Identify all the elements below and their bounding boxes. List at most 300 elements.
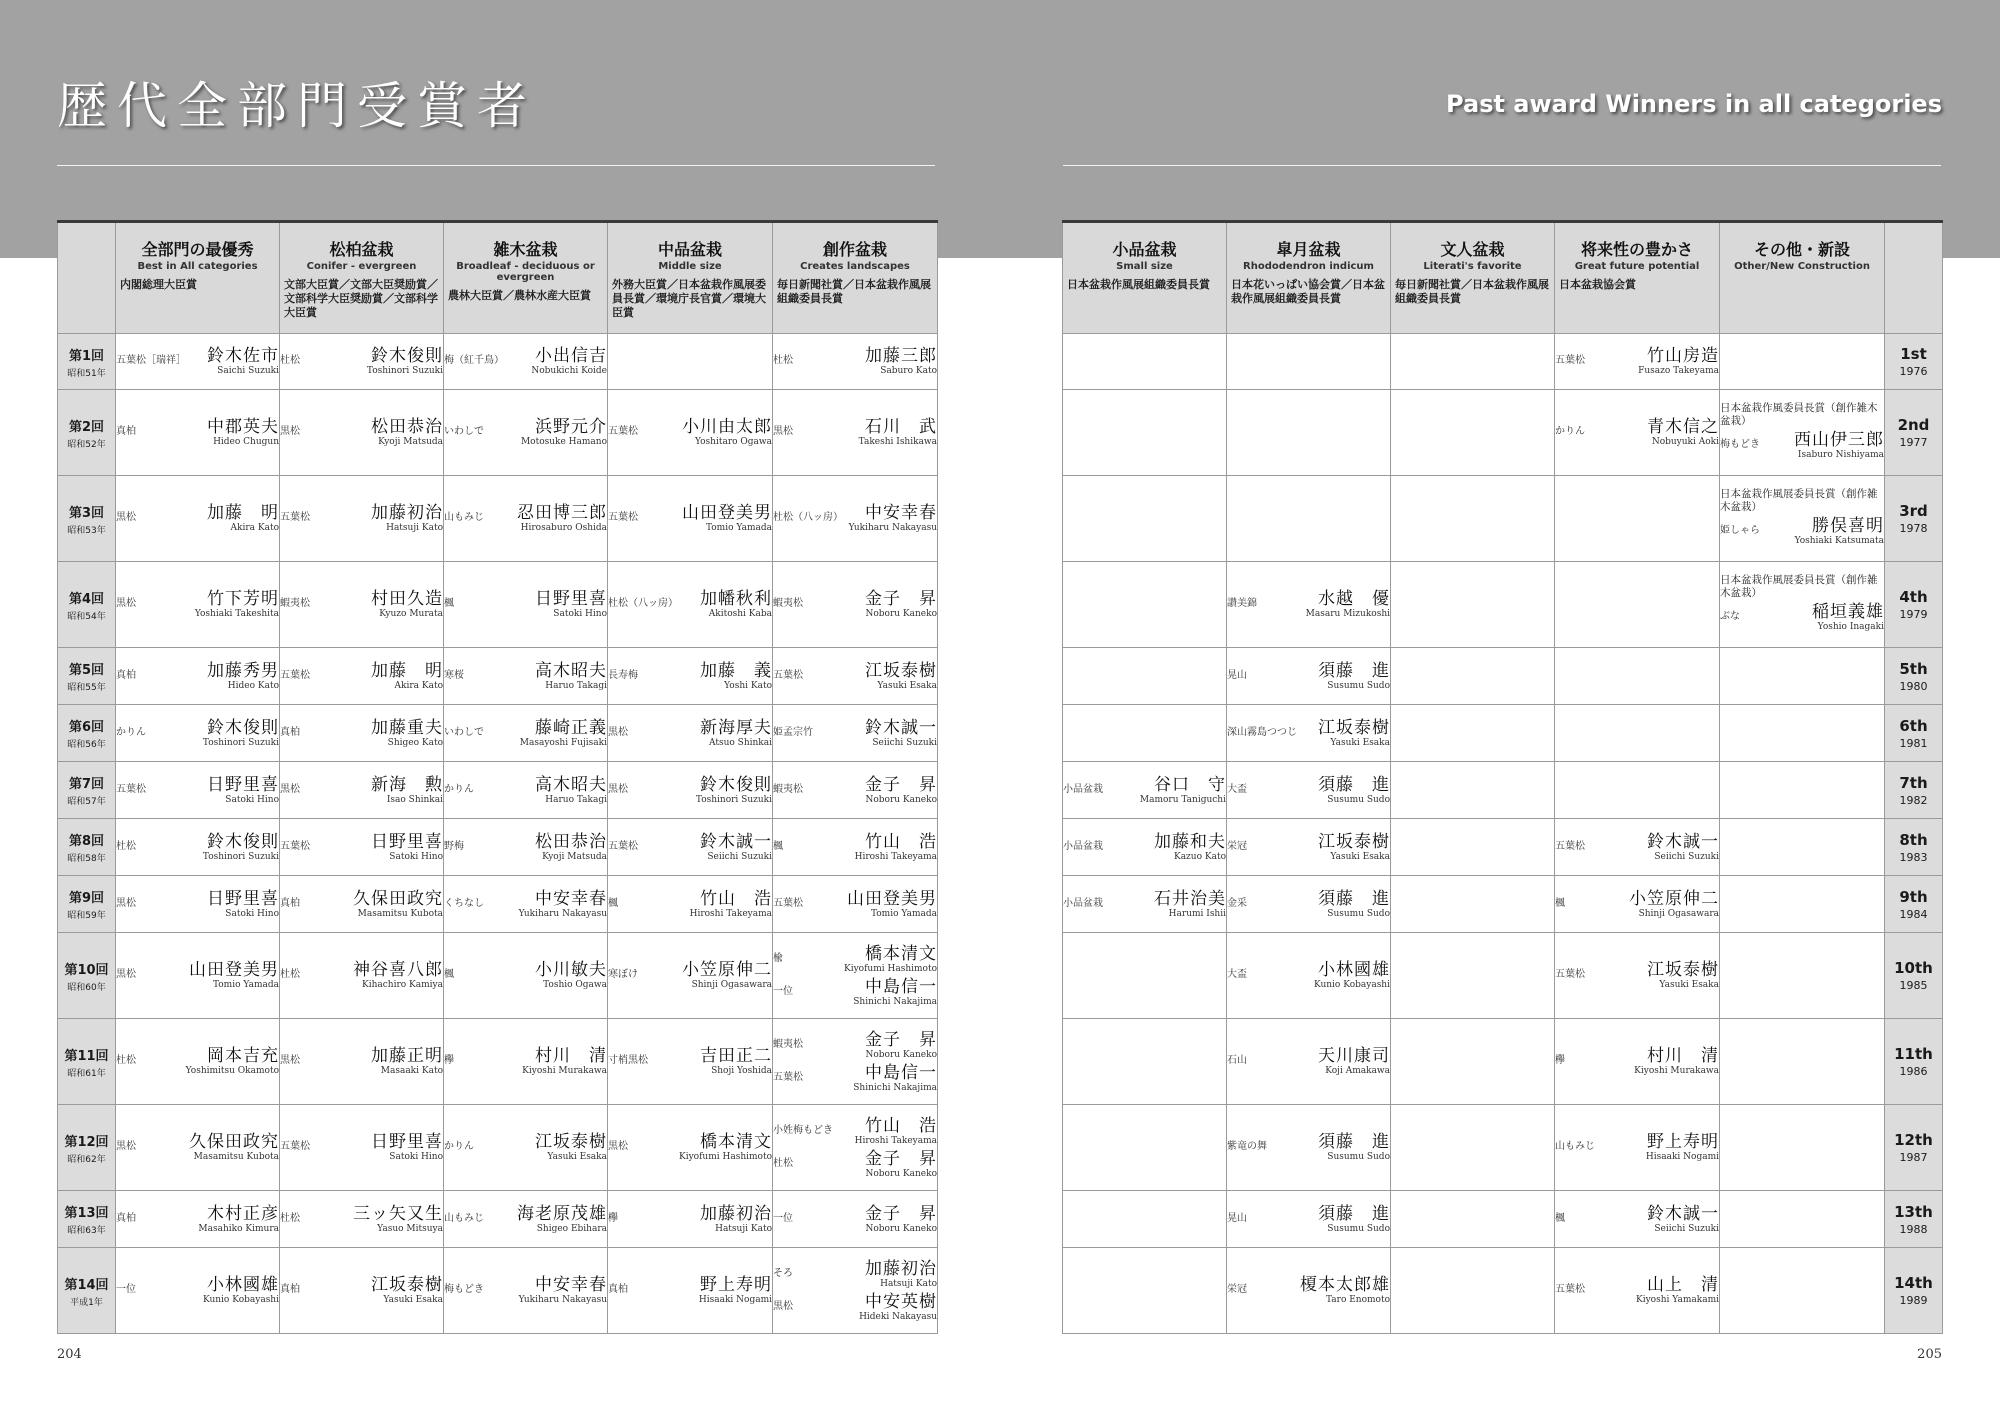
award-cell: [280, 1191, 444, 1248]
winner: [136, 1132, 279, 1163]
winner-name-jp: 久保田政究: [353, 888, 443, 909]
winner: [146, 718, 279, 749]
winner-entry: [608, 718, 772, 749]
page-title-en: Past award Winners in all categories: [1446, 90, 1942, 118]
winner: [136, 661, 279, 692]
winner: [618, 1204, 772, 1235]
winner-name-en: Kiyoshi Murakawa: [1634, 1066, 1719, 1076]
winner-entry: [773, 1204, 937, 1235]
award-cell: [1391, 334, 1555, 390]
winner-entry: [280, 775, 443, 806]
year-cell: [1885, 390, 1943, 476]
tree-variety: 楓: [773, 840, 783, 852]
winner-name-jp: 金子 昇: [865, 1203, 937, 1224]
winner-name-en: Masahiko Kimura: [198, 1223, 279, 1234]
award-note: 日本盆栽作風展委員長賞（創作雑木盆栽）: [1720, 574, 1878, 599]
winner: [310, 503, 443, 534]
year-cell: [1885, 876, 1943, 933]
category-subtitle: Broadleaf - deciduous or evergreen: [456, 261, 595, 283]
award-cell: [1063, 876, 1227, 933]
winner-name-en: Masamitsu Kubota: [193, 1152, 279, 1162]
award-cell: [444, 390, 608, 476]
category-header: [1227, 222, 1391, 334]
year-cell: [1885, 476, 1943, 562]
year-cell: [1885, 933, 1943, 1019]
winner-entry: [608, 661, 772, 692]
tree-variety: 晃山: [1227, 1212, 1247, 1224]
winner-entry: [1227, 775, 1390, 806]
tree-variety: 黒松: [280, 1055, 300, 1066]
award-cell: [1227, 1191, 1391, 1248]
tree-variety: 金采: [1227, 897, 1247, 909]
winner-entry: [116, 1046, 279, 1077]
winner-name-en: Yasuki Esaka: [1330, 851, 1390, 862]
winner: [1760, 516, 1884, 547]
round-cell: [58, 1019, 116, 1105]
award-cell: [444, 762, 608, 819]
award-cell: [1555, 648, 1720, 705]
winner-name-en: Susumu Sudo: [1327, 794, 1390, 805]
award-cell: [773, 1105, 938, 1191]
category-award: 外務大臣賞／日本盆栽作風展委員長賞／環境庁長官賞／環境大臣賞: [612, 278, 766, 319]
winner-name-en: Akitoshi Kaba: [708, 609, 772, 619]
award-cell: [1227, 1019, 1391, 1105]
winner-entry: [1063, 889, 1226, 920]
award-cell: [1063, 562, 1227, 648]
winner-name-en: Toshinori Suzuki: [695, 794, 772, 805]
winner-entry: [773, 718, 937, 749]
award-cell: [444, 1105, 608, 1191]
winner-entry: [773, 1292, 937, 1323]
tree-variety: 杜松: [280, 355, 300, 366]
winner-name-en: Kyuzo Murata: [379, 609, 443, 619]
winner: [454, 589, 607, 620]
winner-name-en: Toshinori Suzuki: [202, 737, 279, 748]
year-cell: [1885, 1248, 1943, 1334]
winner-name-jp: 山田登美男: [847, 888, 937, 909]
tree-variety: 五葉松: [773, 669, 803, 681]
award-cell: [773, 1248, 938, 1334]
tree-variety: かりん: [444, 783, 474, 795]
winner-entry: [116, 775, 279, 806]
round-ordinal: 3rd: [1899, 502, 1928, 520]
winner-entry: [280, 1275, 443, 1306]
winner: [136, 889, 279, 920]
tree-variety: 五葉松: [773, 897, 803, 909]
round-number: 第1回: [68, 348, 105, 364]
tree-variety: 楓: [608, 897, 618, 909]
winner-entry: [608, 832, 772, 863]
winner-name-jp: 竹山房造: [1647, 346, 1719, 366]
award-cell: [608, 705, 773, 762]
winner-name-en: Taro Enomoto: [1325, 1295, 1390, 1305]
winner-entry: [116, 503, 279, 534]
era-year: 昭和59年: [67, 911, 106, 921]
year: 1989: [1899, 1294, 1928, 1307]
winner-name-jp: 山田登美男: [189, 960, 279, 980]
table-row: [58, 562, 938, 648]
winner: [1247, 775, 1390, 806]
award-cell: [280, 476, 444, 562]
category-header: [1063, 222, 1227, 334]
winner: [484, 1275, 607, 1306]
tree-variety: 石山: [1227, 1055, 1247, 1066]
winner: [136, 832, 279, 863]
winner: [803, 889, 937, 920]
winner-entry: [444, 1132, 607, 1163]
winner-name-en: Shinji Ogasawara: [1638, 908, 1719, 919]
tree-variety: 杜松: [280, 1212, 300, 1224]
tree-variety: 黒松: [608, 726, 628, 738]
table-row: [58, 334, 938, 390]
year-cell: [1885, 648, 1943, 705]
era-year: 昭和55年: [67, 683, 106, 693]
award-cell: [1555, 562, 1720, 648]
winner-name-jp: 新海厚夫: [700, 717, 772, 738]
tree-variety: 五葉松: [1555, 840, 1585, 852]
round-cell: [58, 933, 116, 1019]
tree-variety: 楓: [1555, 897, 1565, 909]
tree-variety: 杜松: [116, 1055, 136, 1066]
winner-entry: [116, 1204, 279, 1235]
winner-name-en: Noboru Kaneko: [865, 1168, 937, 1179]
round-ordinal: 1st: [1900, 345, 1927, 363]
category-award: 農林大臣賞／農林水産大臣賞: [448, 289, 591, 302]
winner: [793, 346, 937, 377]
tree-variety: 紫竜の舞: [1227, 1141, 1267, 1152]
winner-name-jp: 小林國雄: [1318, 960, 1390, 980]
winner: [783, 944, 937, 975]
winner-entry: [1227, 1204, 1390, 1235]
winner-name-en: Akira Kato: [394, 680, 443, 691]
tree-variety: 真柏: [116, 426, 136, 437]
winner-entry: [280, 1204, 443, 1235]
winner-name-jp: 中郡英夫: [207, 417, 279, 437]
category-award: 日本盆栽作風展組織委員長賞: [1067, 278, 1210, 291]
winner-entry: [1555, 417, 1719, 448]
tree-variety: 大盃: [1227, 969, 1247, 980]
tree-variety: 杜松（八ッ房）: [773, 512, 843, 523]
award-cell: [444, 1248, 608, 1334]
award-cell: [1227, 933, 1391, 1019]
winner-name-en: Kunio Kobayashi: [202, 1295, 279, 1305]
round-number: 第2回: [68, 419, 105, 435]
award-cell: [1720, 390, 1885, 476]
table-row: [58, 762, 938, 819]
winner-name-jp: 村田久造: [371, 589, 443, 609]
tree-variety: 五葉松: [608, 840, 638, 852]
award-cell: [1227, 705, 1391, 762]
winner-entry: [444, 1204, 607, 1235]
tree-variety: 楡: [773, 952, 783, 964]
category-award: 毎日新聞社賞／日本盆栽作風展組織委員長賞: [777, 278, 931, 305]
winner-name-jp: 須藤 進: [1318, 1132, 1390, 1152]
tree-variety: 杜松: [116, 840, 136, 852]
year: 1987: [1899, 1151, 1928, 1164]
winner-name-en: Saburo Kato: [880, 366, 937, 376]
tree-variety: 黒松: [116, 512, 136, 523]
round-cell: [58, 762, 116, 819]
era-year: 昭和63年: [67, 1226, 106, 1236]
round-number: 第5回: [68, 663, 105, 678]
winner-entry: [444, 775, 607, 806]
winner-name-jp: 小笠原伸二: [682, 960, 772, 980]
table-row: [58, 1019, 938, 1105]
winner: [300, 775, 443, 806]
winner: [504, 346, 607, 377]
winner: [793, 417, 937, 448]
winner-name-jp: 鈴木誠一: [1647, 831, 1719, 852]
winner-entry: [280, 1132, 443, 1163]
round-number: 第4回: [68, 591, 105, 607]
award-cell: [1391, 476, 1555, 562]
award-cell: [444, 819, 608, 876]
tree-variety: 野梅: [444, 840, 464, 852]
tree-variety: 晃山: [1227, 669, 1247, 681]
winner-name-jp: 江坂泰樹: [535, 1132, 607, 1152]
winner-name-en: Hideo Chugun: [213, 437, 279, 447]
winner: [1297, 718, 1390, 749]
round-number: 第13回: [64, 1206, 109, 1221]
tree-variety: 真柏: [280, 897, 300, 909]
award-cell: [773, 390, 938, 476]
year: 1977: [1899, 436, 1928, 449]
winner-name-jp: 日野里喜: [207, 888, 279, 909]
winner-name-jp: 鈴木誠一: [1647, 1203, 1719, 1224]
winner-name-jp: 加藤三郎: [865, 346, 937, 366]
winner: [484, 503, 607, 534]
winner: [300, 1275, 443, 1306]
winner-name-en: Yukiharu Nakayasu: [848, 523, 937, 533]
award-cell: [280, 1248, 444, 1334]
award-cell: [116, 819, 280, 876]
winner-name-jp: 神谷喜八郎: [353, 960, 443, 980]
winner-name-en: Satoki Hino: [389, 1152, 443, 1162]
round-ordinal: 10th: [1894, 959, 1933, 977]
winner-entry: [280, 889, 443, 920]
era-year: 昭和58年: [67, 854, 106, 864]
winner-name-jp: 浜野元介: [535, 417, 607, 437]
winner-name-jp: 中安幸春: [535, 1275, 607, 1295]
winner-name-en: Yoshi Kato: [724, 680, 772, 691]
tree-variety: かりん: [444, 1141, 474, 1152]
category-header: [608, 222, 773, 334]
award-cell: [1720, 1019, 1885, 1105]
winner: [474, 775, 607, 806]
winner-entry: [444, 718, 607, 749]
category-subtitle: Best in All categories: [137, 261, 258, 272]
tree-variety: かりん: [1555, 426, 1585, 437]
winner-entry: [1720, 602, 1884, 633]
winner-entry: [444, 889, 607, 920]
award-cell: [280, 1105, 444, 1191]
winner-name-en: Kyoji Matsuda: [378, 437, 443, 447]
winner-entry: [1720, 516, 1884, 547]
category-title: 文人盆栽: [1440, 240, 1505, 259]
year: 1988: [1899, 1222, 1928, 1236]
category-award: 文部大臣賞／文部大臣奨励賞／文部科学大臣奨励賞／文部科学大臣賞: [284, 278, 438, 319]
winner-entry: [280, 346, 443, 377]
year-cell: [1885, 1019, 1943, 1105]
winner-name-en: Atsuo Shinkai: [709, 737, 772, 748]
tree-variety: 黒松: [116, 598, 136, 609]
winner-entry: [773, 661, 937, 692]
winner-name-en: Isaburo Nishiyama: [1797, 450, 1884, 460]
award-cell: [1720, 933, 1885, 1019]
tree-variety: 深山霧島つつじ: [1227, 726, 1297, 738]
winner-name-jp: 金子 昇: [865, 1148, 937, 1169]
winner-name-jp: 竹山 浩: [865, 831, 937, 852]
winner-name-en: Akira Kato: [230, 523, 279, 533]
winner-entry: [1555, 1132, 1719, 1163]
winner: [833, 1116, 937, 1147]
winner-name-en: Nobukichi Koide: [531, 366, 607, 376]
award-cell: [608, 1191, 773, 1248]
tree-variety: 真柏: [116, 1212, 136, 1224]
table-row: [1063, 476, 1943, 562]
tree-variety: 杜松: [773, 1157, 793, 1169]
award-cell: [444, 876, 608, 933]
winner-entry: [773, 1116, 937, 1147]
tree-variety: 黒松: [773, 1300, 793, 1312]
winner: [1247, 832, 1390, 863]
winner: [1267, 1132, 1390, 1163]
winner: [310, 589, 443, 620]
category-subtitle: Middle size: [658, 261, 722, 272]
winner: [1565, 1204, 1719, 1235]
winner-name-jp: 高木昭夫: [535, 774, 607, 795]
award-cell: [1720, 819, 1885, 876]
round-ordinal: 8th: [1899, 830, 1928, 849]
winner-name-jp: 勝俣喜明: [1812, 516, 1884, 536]
winner: [1740, 602, 1884, 633]
year: 1978: [1899, 522, 1928, 535]
award-cell: [116, 390, 280, 476]
winner-entry: [116, 718, 279, 749]
winner: [803, 1030, 937, 1061]
winner-entry: [773, 944, 937, 975]
winner: [300, 346, 443, 377]
award-cell: [444, 648, 608, 705]
winner-name-en: Tomio Yamada: [870, 908, 937, 919]
year: 1980: [1899, 679, 1928, 693]
award-cell: [280, 762, 444, 819]
winner-name-jp: 中島信一: [865, 1062, 937, 1083]
round-ordinal: 2nd: [1897, 416, 1930, 434]
winner-name-jp: 中安英樹: [865, 1291, 937, 1312]
award-cell: [1555, 1248, 1720, 1334]
award-cell: [444, 1019, 608, 1105]
winner-name-en: Shinichi Nakajima: [853, 996, 937, 1007]
winner-name-en: Satoki Hino: [553, 609, 607, 619]
category-header: [116, 222, 280, 334]
award-cell: [444, 562, 608, 648]
award-cell: [1063, 1248, 1227, 1334]
category-header: [773, 222, 938, 334]
winner-entry: [608, 889, 772, 920]
winner-name-en: Nobuyuki Aoki: [1651, 437, 1719, 447]
award-cell: [116, 933, 280, 1019]
winner-name-en: Yasuki Esaka: [547, 1152, 607, 1162]
header-banner-gutter: [937, 0, 1062, 258]
award-cell: [1720, 876, 1885, 933]
award-cell: [280, 648, 444, 705]
winner-name-jp: 新海 勲: [371, 774, 443, 795]
award-cell: [116, 876, 280, 933]
award-cell: [1063, 705, 1227, 762]
winner-name-en: Hirosaburo Oshida: [520, 523, 607, 533]
award-cell: [1720, 1191, 1885, 1248]
winner-name-jp: 松田恭治: [535, 831, 607, 852]
winner: [628, 1275, 772, 1306]
year-cell: [1885, 819, 1943, 876]
winner-name-jp: 鈴木俊則: [207, 831, 279, 852]
winner-entry: [608, 775, 772, 806]
tree-variety: 五葉松: [116, 783, 146, 795]
award-cell: [116, 1191, 280, 1248]
winner-name-en: Mamoru Taniguchi: [1139, 794, 1226, 805]
winner-name-en: Yasuki Esaka: [1659, 980, 1719, 990]
category-subtitle: Small size: [1116, 261, 1173, 272]
tree-variety: 五葉松: [280, 840, 310, 852]
winner-name-en: Noboru Kaneko: [865, 609, 937, 619]
winner-name-jp: 江坂泰樹: [1318, 831, 1390, 852]
winner: [300, 718, 443, 749]
page-title-jp: 歴代全部門受賞者: [57, 77, 537, 135]
winner-entry: [608, 1204, 772, 1235]
category-award: 毎日新聞社賞／日本盆栽作風展組織委員長賞: [1395, 278, 1549, 305]
winner-name-jp: 野上寿明: [700, 1275, 772, 1295]
winner-name-en: Kiyoshi Murakawa: [522, 1066, 607, 1076]
winner-name-jp: 竹山 浩: [700, 888, 772, 909]
award-cell: [1227, 876, 1391, 933]
winner: [1103, 775, 1226, 806]
awards-table-right: [1062, 220, 1943, 1334]
winner-entry: [116, 661, 279, 692]
category-subtitle: Other/New Construction: [1734, 261, 1870, 272]
tree-variety: 黒松: [280, 426, 300, 437]
winner-name-jp: 高木昭夫: [535, 660, 607, 681]
category-award: 日本花いっぱい協会賞／日本盆栽作風展組織委員長賞: [1231, 278, 1385, 305]
winner: [146, 775, 279, 806]
tree-variety: 山もみじ: [444, 512, 484, 523]
winner-entry: [608, 417, 772, 448]
awards-table-left: [57, 220, 938, 1334]
winner-name-jp: 岡本吉充: [207, 1046, 279, 1066]
award-cell: [1227, 762, 1391, 819]
tree-variety: 寸梢黒松: [608, 1055, 648, 1066]
winner-name-en: Susumu Sudo: [1327, 680, 1390, 691]
award-cell: [1391, 1248, 1555, 1334]
award-cell: [1063, 476, 1227, 562]
winner-entry: [280, 503, 443, 534]
winner-entry: [1227, 960, 1390, 991]
year-cell: [1885, 762, 1943, 819]
award-note: 日本盆栽作風展委員長賞（創作雑木盆栽）: [1720, 488, 1878, 513]
winner-name-en: Seiichi Suzuki: [1654, 851, 1719, 862]
winner-name-jp: 石井治美: [1154, 888, 1226, 909]
winner-name-en: Shinji Ogasawara: [691, 980, 772, 990]
winner-name-jp: 金子 昇: [865, 1029, 937, 1050]
winner-name-jp: 鈴木誠一: [865, 717, 937, 738]
winner-name-jp: 金子 昇: [865, 589, 937, 609]
round-cell: [58, 476, 116, 562]
winner-name-en: Susumu Sudo: [1327, 908, 1390, 919]
tree-variety: 讃美錦: [1227, 598, 1257, 609]
award-cell: [773, 648, 938, 705]
winner-entry: [773, 775, 937, 806]
award-cell: [1391, 1019, 1555, 1105]
